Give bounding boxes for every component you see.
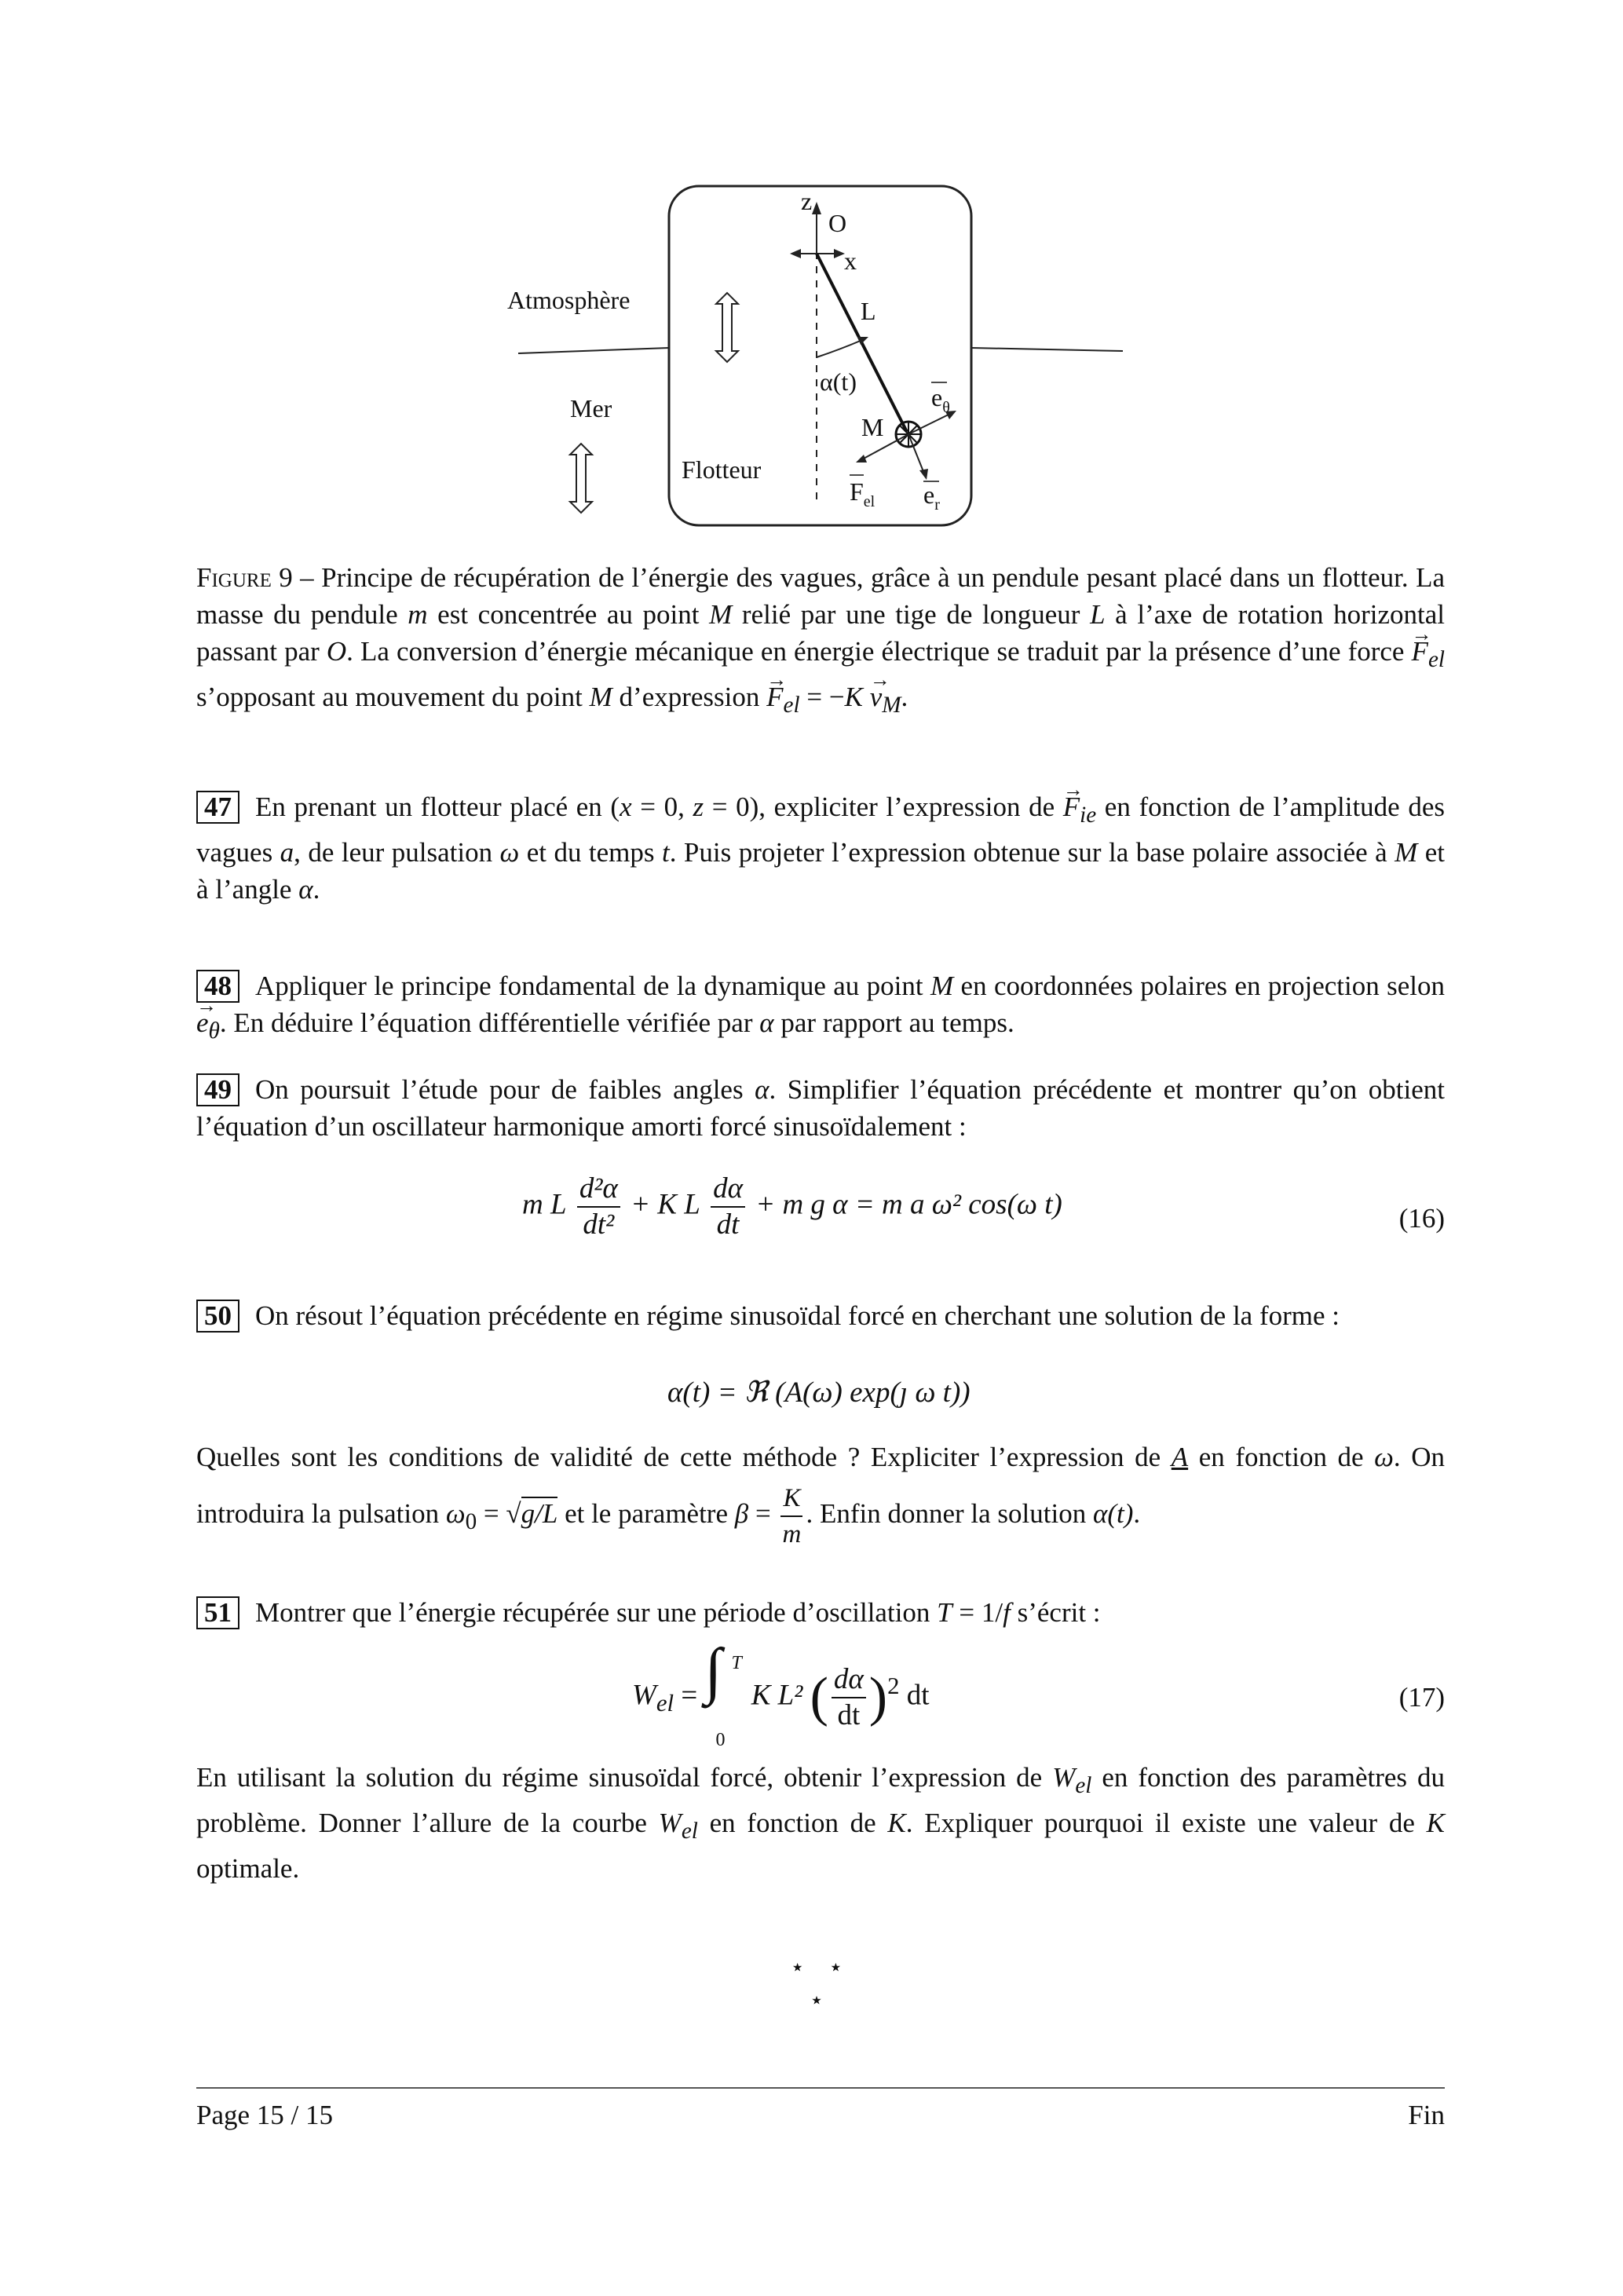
- question-number: 49: [196, 1073, 239, 1106]
- paragraph-after-50: Quelles sont les conditions de validité de cette méthode ? Expliciter l’expression de A en fonction de ω. On introduira la pulsation $\omega_0 = √g/L$ et le paramètre β = $\frac{K}{m}$ . Enfin donner la solution α(t).: [196, 1442, 1445, 1548]
- label-e-r: $e_r$: [923, 481, 940, 514]
- e-r-arrow: [908, 434, 924, 473]
- label-length: L: [861, 297, 876, 325]
- sea-surface-left: [518, 348, 669, 353]
- question-48: 48 Appliquer le principe fondamental de la dynamique au point M en coordonnées polaires en projection selon → $e_\theta$. En déduire l’équation différentielle vérifiée par α par rapport au temps.: [196, 967, 1445, 1050]
- footer-rule: [196, 2087, 1445, 2089]
- label-angle: α(t): [820, 367, 857, 396]
- label-x: x: [844, 247, 857, 275]
- question-51: 51 Montrer que l’énergie récupérée sur une période d’oscillation T = 1/f s’écrit :: [196, 1594, 1445, 1631]
- label-z: z: [801, 187, 813, 215]
- sea-surface-right: [971, 348, 1123, 351]
- question-number: 50: [196, 1300, 239, 1333]
- label-e-theta: $e_\theta$: [931, 383, 950, 416]
- question-number: 48: [196, 970, 239, 1003]
- equation-alpha: α(t) = ℜ (A(ω) exp(ȷ ω t)): [667, 1377, 971, 1409]
- label-float: Flotteur: [682, 455, 762, 484]
- equation-17: $W_{el}$ = ∫ T 0 K L² ( $\frac{d\alpha}{dt}$ )$^2$ dt: [632, 1636, 930, 1750]
- end-stars: ⋆ ⋆ ⋆: [790, 1954, 843, 2013]
- equation-number-17: (17): [1398, 1682, 1445, 1713]
- label-origin: O: [828, 209, 847, 237]
- equation-number-16: (16): [1398, 1203, 1445, 1234]
- angle-arc: [817, 340, 862, 357]
- label-sea: Mer: [570, 394, 612, 422]
- label-mass: M: [861, 413, 884, 441]
- end-label: Fin: [1408, 2100, 1445, 2130]
- pendulum-figure: [495, 177, 1123, 534]
- label-force: $F_{el}$: [850, 477, 875, 510]
- question-49: 49 On poursuit l’étude pour de faibles angles α. Simplifier l’équation précédente et montrer qu’on obtient l’équation d’un oscillateur harmonique amorti forcé sinusoïdalement :: [196, 1074, 1445, 1142]
- paragraph-after-51: En utilisant la solution du régime sinusoïdal forcé, obtenir l’expression de $W_{el}$ en fonction des paramètres du problème. Donner l’allure de la courbe $W_{el}$ en fonction de K. Expliquer pourquoi il existe une valeur de K optimale.: [196, 1762, 1445, 1884]
- question-number: 51: [196, 1596, 239, 1629]
- question-47: 47 En prenant un flotteur placé en (x = 0, z = 0), expliciter l’expression de → $F_{ie}$ en fonction de l’amplitude des vagues a, de leur pulsation ω et du temps t. Puis projeter l’expression obtenue sur la base polaire associée à M et à l’angle α.: [196, 788, 1445, 908]
- float-motion-arrow: [716, 293, 738, 362]
- question-50: 50 On résout l’équation précédente en régime sinusoïdal forcé en cherchant une solution de la forme :: [196, 1297, 1445, 1334]
- equation-16: m L $\frac{\text{d²α}}{\text{dt²}}$ + K L $\frac{d\alpha}{dt}$ + m g α = m a ω² cos(ω t): [522, 1172, 1062, 1241]
- question-number: 47: [196, 791, 239, 824]
- label-atmosphere: Atmosphère: [507, 286, 631, 314]
- sea-motion-arrow: [570, 444, 592, 513]
- figure-caption: Figure 9 – Principe de récupération de l’énergie des vagues, grâce à un pendule pesant placé dans un flotteur. La masse du pendule m est concentrée au point M relié par une tige de longueur L à l’axe de rotation horizontal passant par O. La conversion d’énergie mécanique en énergie électrique se traduit par la présence d’une force → $F_{el}$ s’opposant au mouvement du point M d’expression → $F_{el} = -K \to v_M$.: [196, 559, 1445, 724]
- z-arrow-head: [812, 202, 821, 214]
- page-number: Page 15 / 15: [196, 2100, 334, 2130]
